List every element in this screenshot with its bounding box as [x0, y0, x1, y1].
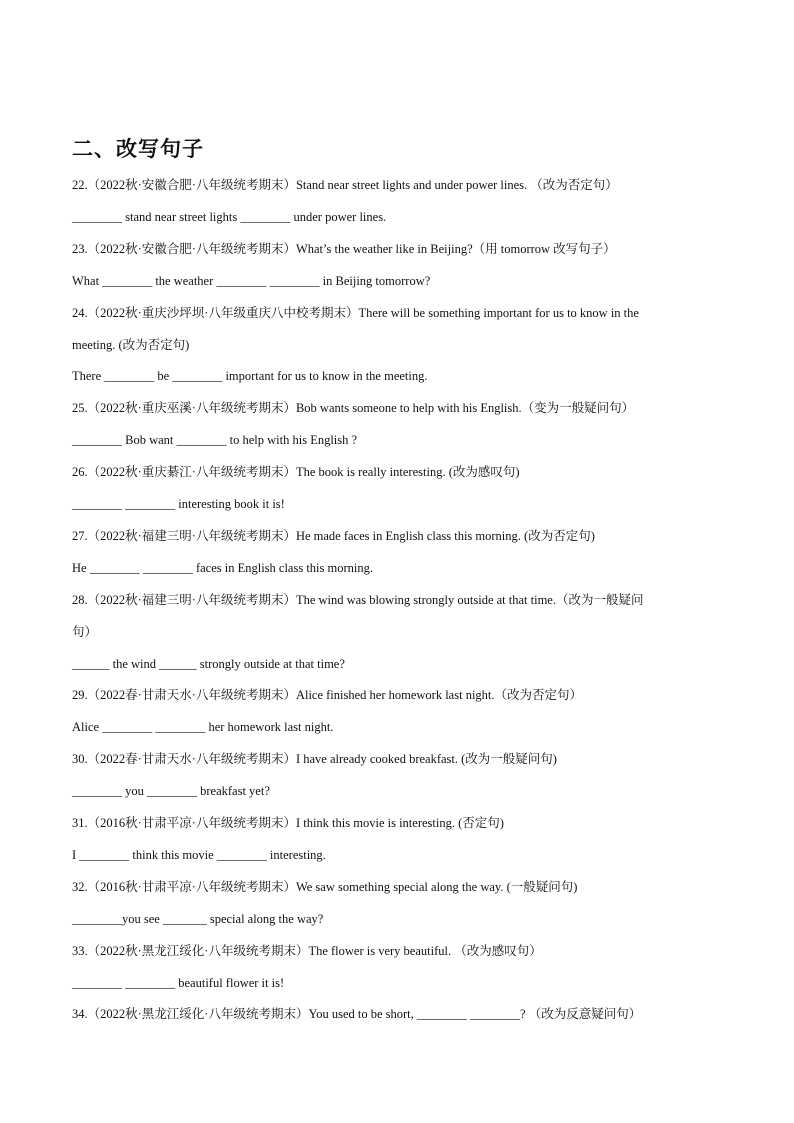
exercise-line: 26.（2022秋·重庆綦江·八年级统考期末）The book is really interesting. (改为感叹句)	[72, 465, 520, 480]
exercise-line: I ________ think this movie ________ interesting.	[72, 847, 326, 862]
exercise-line: ______ the wind ______ strongly outside at that time?	[72, 656, 345, 671]
exercise-line: 23.（2022秋·安徽合肥·八年级统考期末）What’s the weather like in Beijing?（用 tomorrow 改写句子）	[72, 241, 616, 256]
exercise-line: There ________ be ________ important for us to know in the meeting.	[72, 369, 428, 384]
exercise-line: What ________ the weather ________ ________ in Beijing tomorrow?	[72, 273, 431, 288]
exercise-line: 22.（2022秋·安徽合肥·八年级统考期末）Stand near street lights and under power lines. （改为否定句）	[72, 178, 618, 192]
exercise-line: ________you see _______ special along the way?	[72, 911, 324, 926]
exercise-line: 27.（2022秋·福建三明·八年级统考期末）He made faces in English class this morning. (改为否定句)	[72, 528, 595, 543]
exercise-line: 31.（2016秋·甘肃平凉·八年级统考期末）I think this movie is interesting. (否定句)	[72, 816, 504, 830]
exercise-line: 34.（2022秋·黑龙江绥化·八年级统考期末）You used to be short, ________ ________? （改为反意疑问句）	[72, 1007, 642, 1022]
exercise-line: 25.（2022秋·重庆巫溪·八年级统考期末）Bob wants someone to help with his English.（变为一般疑问句）	[72, 401, 635, 416]
exercise-line: 句）	[72, 624, 98, 639]
exercise-line: Alice ________ ________ her homework last night.	[72, 720, 334, 735]
exercise-line: 28.（2022秋·福建三明·八年级统考期末）The wind was blowing strongly outside at that time.（改为一般疑问	[72, 592, 644, 607]
exercise-line: 29.（2022春·甘肃天水·八年级统考期末）Alice finished her homework last night.（改为否定句）	[72, 688, 583, 703]
exercise-line: 32.（2016秋·甘肃平凉·八年级统考期末）We saw something special along the way. (一般疑问句)	[72, 879, 578, 894]
exercise-line: He ________ ________ faces in English class this morning.	[72, 560, 374, 575]
exercise-line: ________ stand near street lights ________ under power lines.	[72, 209, 387, 224]
exercise-line: meeting. (改为否定句)	[72, 337, 190, 352]
exercise-line: 24.（2022秋·重庆沙坪坝·八年级重庆八中校考期末）There will be something important for us to know in the	[72, 305, 639, 320]
exercise-line: 33.（2022秋·黑龙江绥化·八年级统考期末）The flower is very beautiful. （改为感叹句）	[72, 943, 542, 958]
exercise-line: 30.（2022春·甘肃天水·八年级统考期末）I have already cooked breakfast. (改为一般疑问句)	[72, 752, 557, 767]
exercise-line: ________ you ________ breakfast yet?	[72, 784, 270, 799]
exercise-line: ________ ________ beautiful flower it is!	[72, 975, 285, 990]
exercise-line: ________ Bob want ________ to help with his English ?	[72, 433, 358, 448]
section-title: 二、改写句子	[72, 137, 204, 161]
exercise-line: ________ ________ interesting book it is!	[72, 497, 285, 511]
